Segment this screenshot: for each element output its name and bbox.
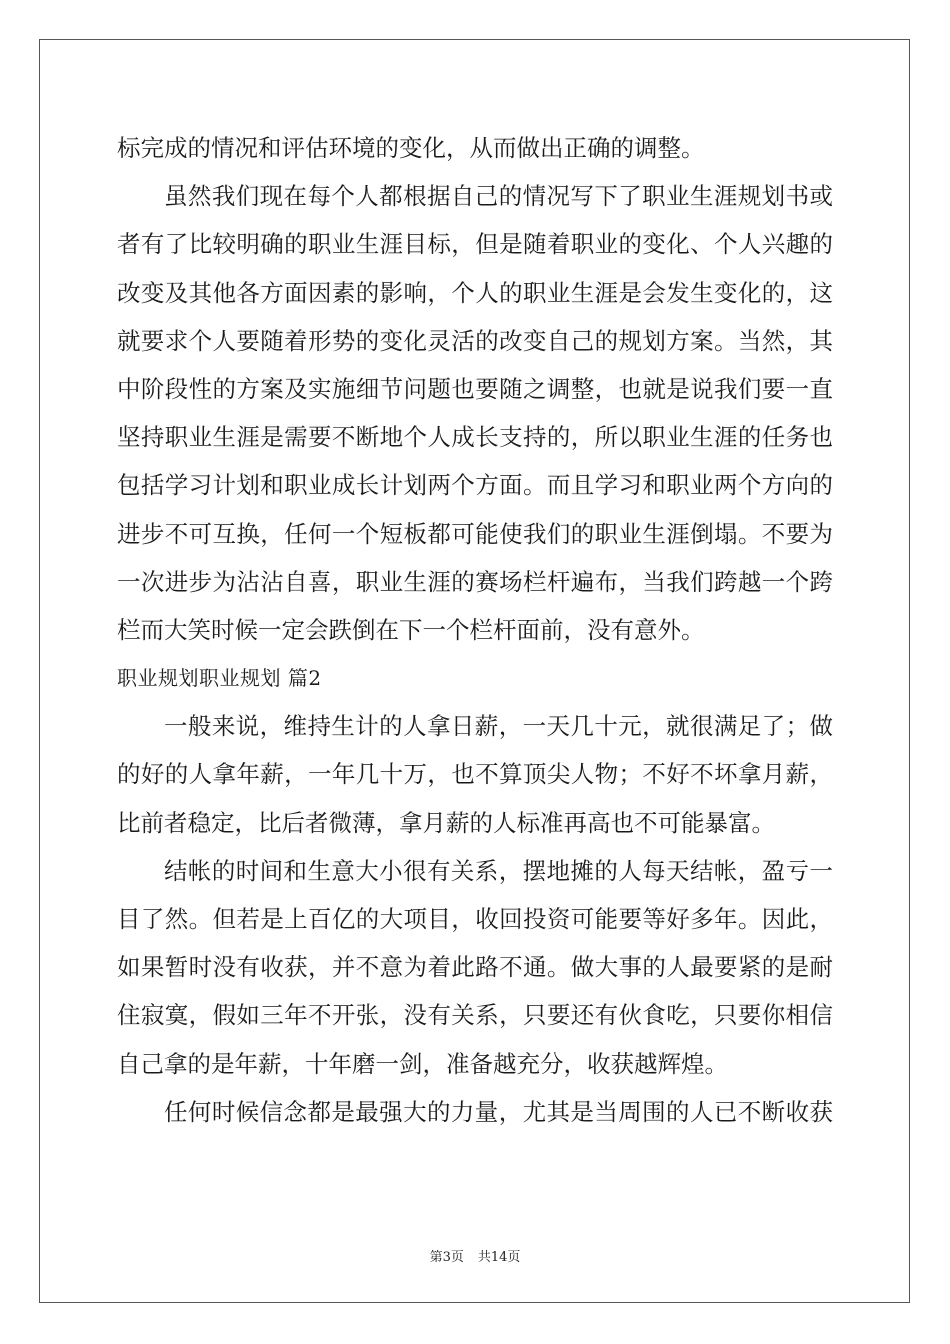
paragraph-start-line: 虽然我们现在每个人都根据自己的情况写下了职业生涯规划书或	[164, 182, 833, 211]
section-heading: 职业规划职业规划 篇2	[117, 666, 322, 691]
text-line: 标完成的情况和评估环境的变化，从而做出正确的调整。	[117, 134, 705, 162]
text-line: 栏而大笑时候一定会跌倒在下一个栏杆面前，没有意外。	[117, 615, 705, 644]
text-line: 者有了比较明确的职业生涯目标，但是随着职业的变化、个人兴趣的	[117, 230, 833, 259]
paragraph-start-line: 结帐的时间和生意大小很有关系，摆地摊的人每天结帐，盈亏一	[164, 856, 833, 885]
text-line: 比前者稳定，比后者微薄，拿月薪的人标准再高也不可能暴富。	[117, 808, 775, 837]
text-line: 一次进步为沾沾自喜，职业生涯的赛场栏杆遍布，当我们跨越一个跨	[117, 567, 833, 596]
text-line: 改变及其他各方面因素的影响，个人的职业生涯是会发生变化的，这	[117, 278, 833, 307]
text-line: 进步不可互换，任何一个短板都可能使我们的职业生涯倒塌。不要为	[117, 519, 833, 548]
text-line: 包括学习计划和职业成长计划两个方面。而且学习和职业两个方向的	[117, 471, 833, 500]
text-line: 自己拿的是年薪，十年磨一剑，准备越充分，收获越辉煌。	[117, 1049, 728, 1078]
page-number: 第3页	[429, 1250, 464, 1265]
text-line: 就要求个人要随着形势的变化灵活的改变自己的规划方案。当然，其	[117, 326, 833, 355]
page-footer	[0, 1246, 950, 1265]
text-line: 中阶段性的方案及实施细节问题也要随之调整，也就是说我们要一直	[117, 374, 833, 403]
text-line: 的好的人拿年薪，一年几十万，也不算顶尖人物；不好不坏拿月薪，	[117, 760, 833, 789]
text-line: 坚持职业生涯是需要不断地个人成长支持的，所以职业生涯的任务也	[117, 423, 833, 452]
text-line: 目了然。但若是上百亿的大项目，收回投资可能要等好多年。因此，	[117, 905, 833, 933]
paragraph-start-line: 任何时候信念都是最强大的力量，尤其是当周围的人已不断收获	[164, 1097, 833, 1126]
page-total: 共14页	[477, 1250, 521, 1265]
paragraph-start-line: 一般来说，维持生计的人拿日薪，一天几十元，就很满足了；做	[164, 712, 833, 741]
text-line: 如果暂时没有收获，并不意为着此路不通。做大事的人最要紧的是耐	[117, 953, 833, 982]
document-body	[117, 124, 833, 1136]
text-line: 住寂寞，假如三年不开张，没有关系，只要还有伙食吃，只要你相信	[117, 1001, 833, 1030]
